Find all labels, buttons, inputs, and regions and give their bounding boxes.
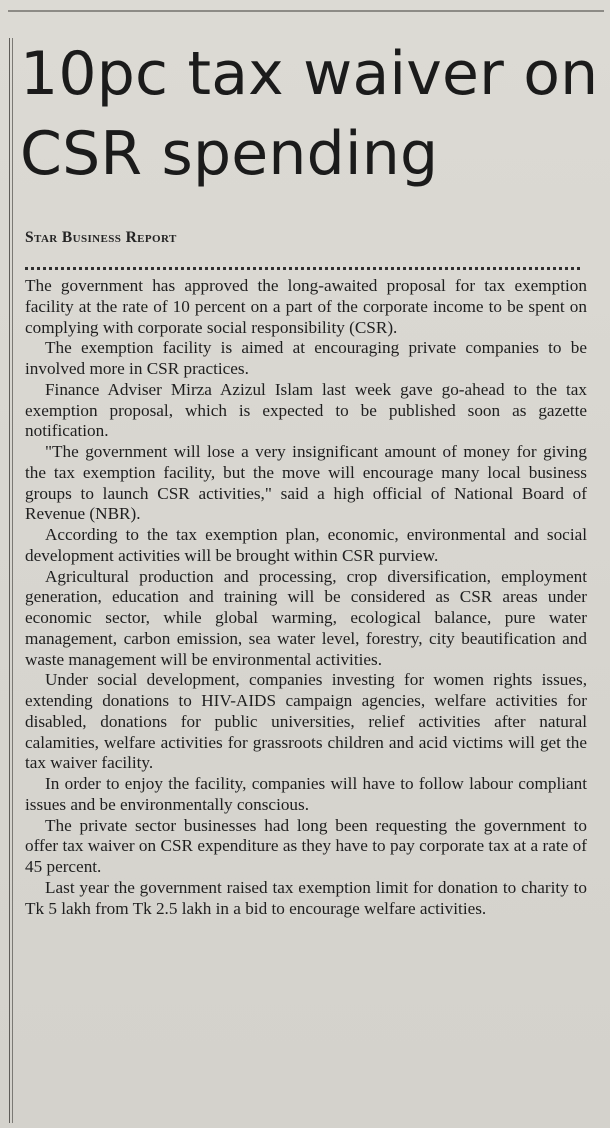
article-paragraph: According to the tax exemption plan, economic, environmental and social development activities will be brought within CSR purview. — [25, 525, 587, 565]
article-paragraph: Agricultural production and processing, crop diversification, employment generation, education and training will be considered as CSR areas under economic sector, while global warming, ecological balance, pure water management, carbon emission, sea water level, forestry, city beautification and waste management will be environmental activities. — [25, 566, 587, 669]
article-paragraph: "The government will lose a very insignificant amount of money for giving the tax exemption facility, but the move will encourage many local business groups to launch CSR activities," said a high official of National Board of Revenue (NBR). — [25, 442, 587, 524]
article-paragraph: Finance Adviser Mirza Azizul Islam last week gave go-ahead to the tax exemption proposal, which is expected to be published soon as gazette notification. — [25, 379, 587, 441]
column-rule — [9, 38, 10, 1123]
article-paragraph: In order to enjoy the facility, companies will have to follow labour compliant issues and be environmentally conscious. — [25, 774, 587, 814]
byline: Star Business Report — [25, 229, 177, 246]
column-rule-inner — [12, 38, 13, 1123]
article-paragraph: The private sector businesses had long been requesting the government to offer tax waiver on CSR expenditure as they have to pay corporate tax at a rate of 45 percent. — [25, 815, 587, 876]
article-paragraph: Last year the government raised tax exemption limit for donation to charity to Tk 5 lakh from Tk 2.5 lakh in a bid to encourage welfare activities. — [25, 877, 587, 918]
dotted-separator — [25, 267, 580, 270]
article-body — [25, 276, 587, 919]
headline: 10pc tax waiver on CSR spending — [20, 39, 599, 189]
article-paragraph: Under social development, companies investing for women rights issues, extending donations to HIV-AIDS campaign agencies, welfare activities for disabled, donations for public universities, relief activities after natural calamities, welfare activities for grassroots children and acid victims will get the tax waiver facility. — [25, 670, 587, 773]
article-paragraph: The exemption facility is aimed at encouraging private companies to be involved more in CSR practices. — [25, 338, 587, 378]
top-border-rule — [8, 10, 604, 12]
article-paragraph: The government has approved the long-awaited proposal for tax exemption facility at the rate of 10 percent on a part of the corporate income to be spent on complying with corporate social responsibility (CSR). — [25, 276, 587, 337]
